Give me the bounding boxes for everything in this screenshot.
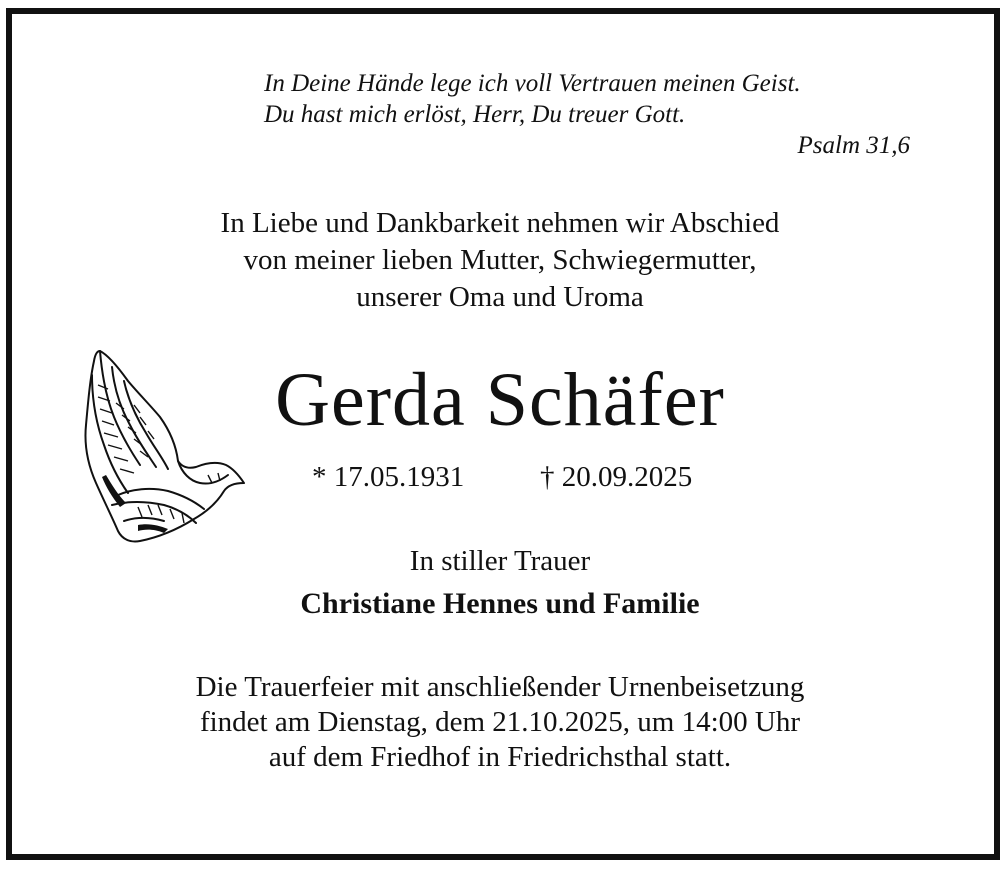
quote-source: Psalm 31,6 [797,132,910,159]
farewell-intro [0,205,1000,316]
death-date: † 20.09.2025 [540,461,693,493]
intro-line-1: In Liebe und Dankbarkeit nehmen wir Abschied [220,207,780,239]
bible-quote [264,68,910,161]
service-line-1: Die Trauerfeier mit anschließender Urnenbeisetzung [195,671,805,703]
mourning-intro: In stiller Trauer [409,545,591,577]
birth-date: * 17.05.1931 [312,461,465,493]
mourner-names: Christiane Hennes und Familie [300,587,700,620]
service-line-2: findet am Dienstag, dem 21.10.2025, um 14:00 Uhr [199,706,801,738]
funeral-service-info [0,670,1000,775]
intro-line-2: von meiner lieben Mutter, Schwiegermutter, [243,244,757,276]
service-line-3: auf dem Friedhof in Friedrichsthal statt. [268,741,732,773]
intro-line-3: unserer Oma und Uroma [356,281,644,313]
quote-line-1: In Deine Hände lege ich voll Vertrauen meinen Geist. [264,70,801,97]
deceased-name: Gerda Schäfer [275,358,725,442]
quote-line-2: Du hast mich erlöst, Herr, Du treuer Gott. [264,101,686,128]
